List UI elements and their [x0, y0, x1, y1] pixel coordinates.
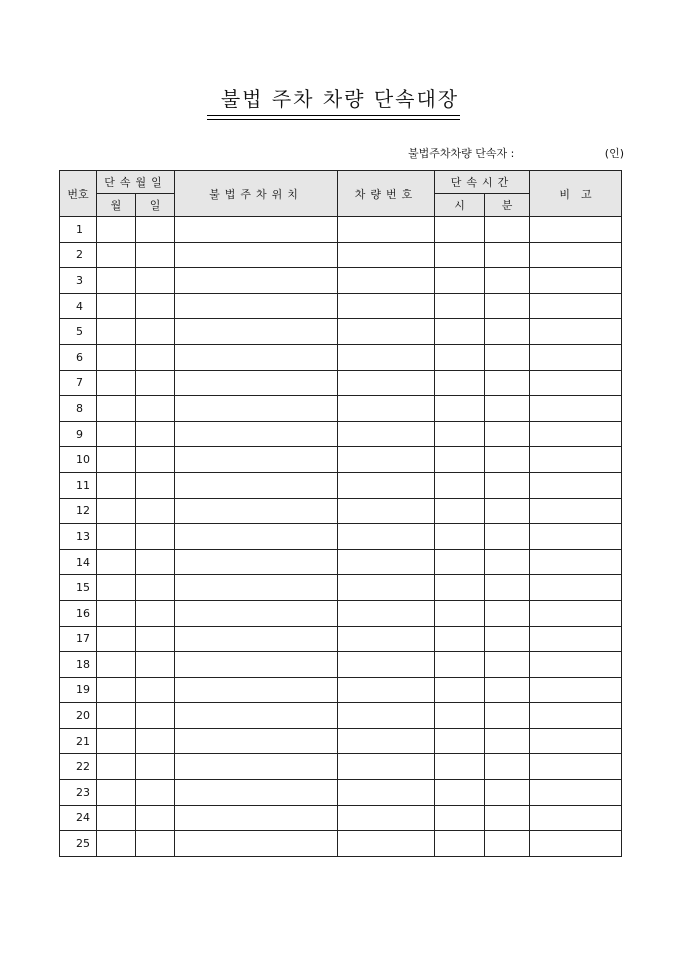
cell-day — [136, 677, 175, 703]
table-row — [60, 600, 622, 626]
cell-minute — [485, 524, 530, 550]
table-row — [60, 575, 622, 601]
cell-remarks — [530, 524, 622, 550]
cell-location — [175, 600, 338, 626]
cell-day — [136, 626, 175, 652]
cell-location — [175, 626, 338, 652]
cell-location — [175, 421, 338, 447]
cell-plate — [338, 575, 435, 601]
cell-plate — [338, 780, 435, 806]
cell-location — [175, 780, 338, 806]
cell-hour — [435, 268, 485, 294]
cell-minute — [485, 344, 530, 370]
table-row — [60, 498, 622, 524]
cell-remarks — [530, 498, 622, 524]
cell-minute — [485, 754, 530, 780]
cell-hour — [435, 370, 485, 396]
cell-day — [136, 447, 175, 473]
cell-location — [175, 217, 338, 243]
cell-remarks — [530, 268, 622, 294]
cell-minute — [485, 831, 530, 857]
cell-day — [136, 754, 175, 780]
cell-hour — [435, 754, 485, 780]
cell-day — [136, 344, 175, 370]
cell-minute — [485, 447, 530, 473]
cell-remarks — [530, 600, 622, 626]
table-row — [60, 728, 622, 754]
cell-day — [136, 268, 175, 294]
cell-day — [136, 780, 175, 806]
row-number: 18 — [60, 652, 97, 678]
row-number: 16 — [60, 600, 97, 626]
cell-remarks — [530, 472, 622, 498]
row-number: 4 — [60, 293, 97, 319]
cell-plate — [338, 652, 435, 678]
cell-minute — [485, 421, 530, 447]
row-number: 14 — [60, 549, 97, 575]
cell-minute — [485, 728, 530, 754]
cell-remarks — [530, 370, 622, 396]
cell-remarks — [530, 242, 622, 268]
cell-location — [175, 677, 338, 703]
cell-minute — [485, 319, 530, 345]
cell-remarks — [530, 780, 622, 806]
cell-plate — [338, 370, 435, 396]
header-minute: 분 — [485, 194, 530, 217]
cell-plate — [338, 217, 435, 243]
cell-remarks — [530, 805, 622, 831]
cell-hour — [435, 831, 485, 857]
cell-remarks — [530, 575, 622, 601]
cell-location — [175, 344, 338, 370]
row-number: 13 — [60, 524, 97, 550]
cell-remarks — [530, 831, 622, 857]
cell-day — [136, 421, 175, 447]
table-row — [60, 319, 622, 345]
header-plate: 차량번호 — [338, 171, 435, 217]
cell-minute — [485, 652, 530, 678]
cell-month — [97, 242, 136, 268]
cell-plate — [338, 805, 435, 831]
cell-hour — [435, 447, 485, 473]
cell-minute — [485, 472, 530, 498]
cell-day — [136, 600, 175, 626]
cell-hour — [435, 396, 485, 422]
cell-hour — [435, 652, 485, 678]
cell-month — [97, 626, 136, 652]
cell-location — [175, 703, 338, 729]
table-row — [60, 268, 622, 294]
row-number: 17 — [60, 626, 97, 652]
header-day: 일 — [136, 194, 175, 217]
cell-hour — [435, 626, 485, 652]
cell-month — [97, 524, 136, 550]
cell-location — [175, 268, 338, 294]
cell-location — [175, 652, 338, 678]
cell-day — [136, 293, 175, 319]
cell-month — [97, 268, 136, 294]
cell-remarks — [530, 626, 622, 652]
cell-plate — [338, 293, 435, 319]
row-number: 2 — [60, 242, 97, 268]
cell-month — [97, 575, 136, 601]
cell-remarks — [530, 549, 622, 575]
cell-hour — [435, 242, 485, 268]
cell-minute — [485, 268, 530, 294]
cell-minute — [485, 217, 530, 243]
cell-hour — [435, 600, 485, 626]
cell-plate — [338, 831, 435, 857]
table-row — [60, 293, 622, 319]
cell-plate — [338, 396, 435, 422]
table-row — [60, 652, 622, 678]
cell-day — [136, 805, 175, 831]
cell-day — [136, 370, 175, 396]
cell-month — [97, 600, 136, 626]
cell-minute — [485, 396, 530, 422]
header-hour: 시 — [435, 194, 485, 217]
cell-hour — [435, 498, 485, 524]
table-row — [60, 396, 622, 422]
cell-day — [136, 549, 175, 575]
cell-day — [136, 524, 175, 550]
page-title: 불법 주차 차량 단속대장 — [220, 87, 460, 111]
cell-location — [175, 498, 338, 524]
cell-location — [175, 293, 338, 319]
cell-plate — [338, 421, 435, 447]
header-location: 불법주차위치 — [175, 171, 338, 217]
cell-month — [97, 805, 136, 831]
cell-remarks — [530, 652, 622, 678]
cell-remarks — [530, 421, 622, 447]
cell-day — [136, 498, 175, 524]
cell-month — [97, 421, 136, 447]
cell-hour — [435, 703, 485, 729]
row-number: 8 — [60, 396, 97, 422]
cell-location — [175, 549, 338, 575]
header-time-group: 단속시간 — [435, 171, 530, 194]
cell-plate — [338, 447, 435, 473]
cell-month — [97, 549, 136, 575]
cell-remarks — [530, 396, 622, 422]
cell-location — [175, 805, 338, 831]
cell-plate — [338, 242, 435, 268]
table-row — [60, 217, 622, 243]
title-underline — [207, 115, 460, 116]
cell-minute — [485, 626, 530, 652]
row-number: 24 — [60, 805, 97, 831]
table-row — [60, 703, 622, 729]
cell-minute — [485, 703, 530, 729]
cell-location — [175, 754, 338, 780]
cell-minute — [485, 780, 530, 806]
cell-remarks — [530, 344, 622, 370]
cell-plate — [338, 268, 435, 294]
row-number: 10 — [60, 447, 97, 473]
row-number: 22 — [60, 754, 97, 780]
cell-plate — [338, 677, 435, 703]
cell-remarks — [530, 754, 622, 780]
cell-day — [136, 319, 175, 345]
row-number: 11 — [60, 472, 97, 498]
cell-minute — [485, 549, 530, 575]
row-number: 23 — [60, 780, 97, 806]
cell-remarks — [530, 447, 622, 473]
cell-day — [136, 703, 175, 729]
cell-hour — [435, 524, 485, 550]
cell-hour — [435, 421, 485, 447]
cell-day — [136, 217, 175, 243]
header-remarks: 비 고 — [530, 171, 622, 217]
header-date-group: 단속월일 — [97, 171, 175, 194]
table-row — [60, 549, 622, 575]
table-row — [60, 242, 622, 268]
table-row — [60, 626, 622, 652]
cell-day — [136, 575, 175, 601]
cell-hour — [435, 217, 485, 243]
cell-day — [136, 831, 175, 857]
row-number: 21 — [60, 728, 97, 754]
cell-plate — [338, 344, 435, 370]
row-number: 9 — [60, 421, 97, 447]
cell-remarks — [530, 319, 622, 345]
cell-plate — [338, 319, 435, 345]
cell-month — [97, 498, 136, 524]
row-number: 7 — [60, 370, 97, 396]
cell-month — [97, 293, 136, 319]
cell-hour — [435, 293, 485, 319]
cell-day — [136, 728, 175, 754]
cell-remarks — [530, 703, 622, 729]
cell-minute — [485, 242, 530, 268]
cell-month — [97, 396, 136, 422]
officer-line — [408, 146, 624, 162]
cell-month — [97, 703, 136, 729]
table-row — [60, 805, 622, 831]
cell-day — [136, 242, 175, 268]
cell-minute — [485, 293, 530, 319]
header-number: 번호 — [60, 171, 97, 217]
cell-hour — [435, 319, 485, 345]
table-row — [60, 831, 622, 857]
title-double-underline — [207, 119, 460, 120]
row-number: 5 — [60, 319, 97, 345]
cell-month — [97, 472, 136, 498]
row-number: 12 — [60, 498, 97, 524]
cell-hour — [435, 780, 485, 806]
cell-minute — [485, 498, 530, 524]
cell-month — [97, 780, 136, 806]
officer-label: 불법주차차량 단속자 : — [408, 147, 515, 160]
cell-plate — [338, 703, 435, 729]
cell-minute — [485, 600, 530, 626]
table-row — [60, 754, 622, 780]
cell-month — [97, 217, 136, 243]
cell-hour — [435, 728, 485, 754]
table-row — [60, 370, 622, 396]
table-row — [60, 421, 622, 447]
cell-plate — [338, 600, 435, 626]
cell-location — [175, 447, 338, 473]
cell-plate — [338, 728, 435, 754]
cell-month — [97, 831, 136, 857]
table-row — [60, 677, 622, 703]
cell-remarks — [530, 728, 622, 754]
table-row — [60, 344, 622, 370]
cell-day — [136, 652, 175, 678]
enforcement-ledger-table — [59, 170, 622, 857]
row-number: 1 — [60, 217, 97, 243]
cell-location — [175, 831, 338, 857]
cell-month — [97, 344, 136, 370]
cell-location — [175, 370, 338, 396]
row-number: 15 — [60, 575, 97, 601]
cell-plate — [338, 524, 435, 550]
cell-minute — [485, 575, 530, 601]
row-number: 20 — [60, 703, 97, 729]
row-number: 19 — [60, 677, 97, 703]
cell-hour — [435, 677, 485, 703]
cell-hour — [435, 472, 485, 498]
table-row — [60, 447, 622, 473]
cell-minute — [485, 805, 530, 831]
cell-month — [97, 677, 136, 703]
cell-month — [97, 319, 136, 345]
table-row — [60, 780, 622, 806]
cell-remarks — [530, 217, 622, 243]
cell-plate — [338, 754, 435, 780]
cell-remarks — [530, 677, 622, 703]
cell-day — [136, 472, 175, 498]
ledger-body — [60, 217, 622, 857]
header-month: 월 — [97, 194, 136, 217]
cell-month — [97, 754, 136, 780]
cell-minute — [485, 677, 530, 703]
cell-hour — [435, 805, 485, 831]
table-row — [60, 472, 622, 498]
cell-plate — [338, 472, 435, 498]
cell-location — [175, 728, 338, 754]
cell-location — [175, 319, 338, 345]
cell-hour — [435, 575, 485, 601]
cell-location — [175, 575, 338, 601]
row-number: 25 — [60, 831, 97, 857]
row-number: 3 — [60, 268, 97, 294]
cell-location — [175, 396, 338, 422]
cell-plate — [338, 626, 435, 652]
row-number: 6 — [60, 344, 97, 370]
cell-location — [175, 242, 338, 268]
cell-minute — [485, 370, 530, 396]
table-row — [60, 524, 622, 550]
cell-month — [97, 370, 136, 396]
cell-location — [175, 472, 338, 498]
cell-plate — [338, 498, 435, 524]
cell-location — [175, 524, 338, 550]
cell-month — [97, 447, 136, 473]
cell-plate — [338, 549, 435, 575]
seal-mark: (인) — [604, 147, 624, 160]
cell-month — [97, 652, 136, 678]
cell-remarks — [530, 293, 622, 319]
cell-day — [136, 396, 175, 422]
cell-hour — [435, 549, 485, 575]
cell-month — [97, 728, 136, 754]
cell-hour — [435, 344, 485, 370]
